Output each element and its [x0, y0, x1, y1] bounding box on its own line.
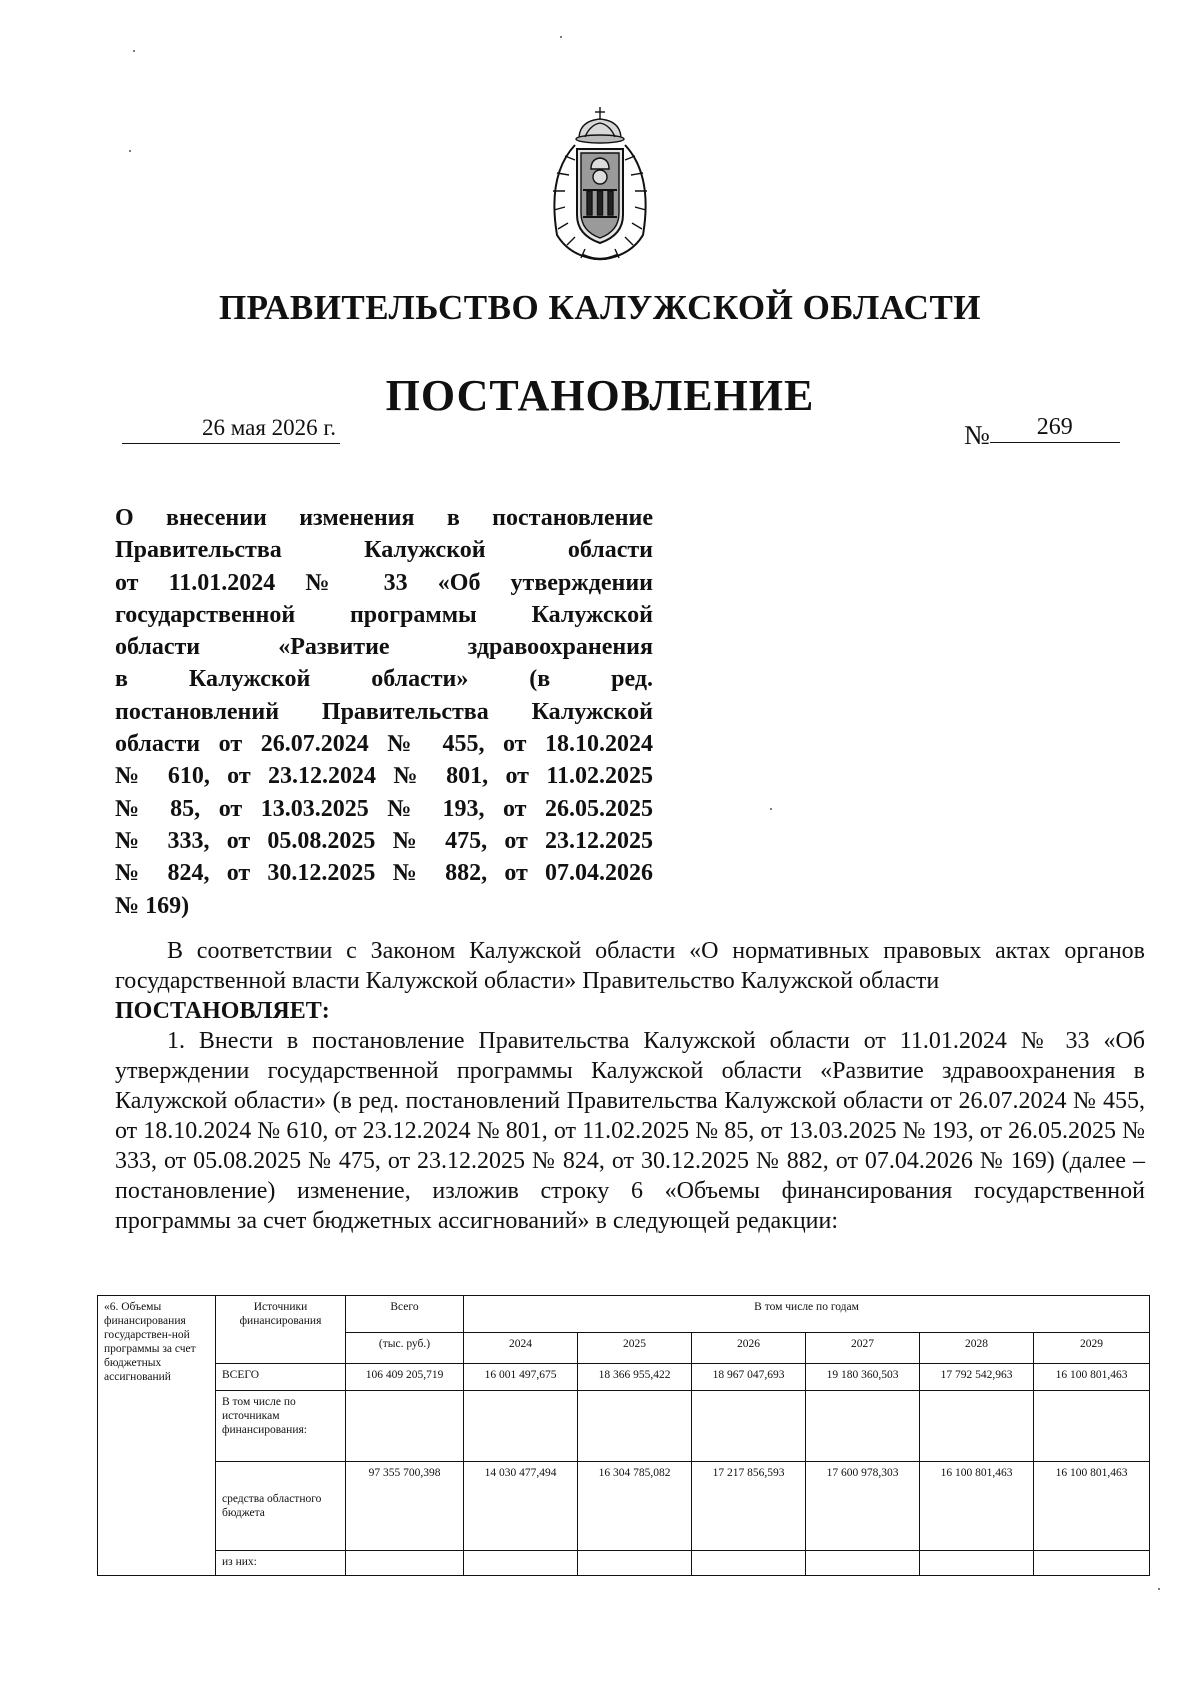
table-row — [98, 1551, 1150, 1576]
table-row — [98, 1364, 1150, 1391]
document-number: 269 — [990, 412, 1120, 443]
document-date: 26 мая 2026 г. — [201, 415, 336, 440]
row-value: 16 100 801,463 — [920, 1462, 1034, 1551]
total-header: Всего — [346, 1296, 464, 1333]
heading-line: № 333, от 05.08.2025 № 475, от 23.12.2025 — [115, 827, 653, 854]
heading-line: области от 26.07.2024 № 455, от 18.10.2024 — [115, 731, 653, 758]
row-label: ВСЕГО — [216, 1364, 346, 1391]
row-title-cell: «6. Объемы финансирования государствен-ной программы за счет бюджетных ассигнований — [98, 1296, 216, 1576]
coat-of-arms-emblem — [535, 105, 665, 265]
organization-title: ПРАВИТЕЛЬСТВО КАЛУЖСКОЙ ОБЛАСТИ — [218, 288, 982, 327]
row-value — [692, 1391, 806, 1462]
row-value: 16 001 497,675 — [464, 1364, 578, 1391]
row-value — [1034, 1551, 1150, 1576]
decree-word: ПОСТАНОВЛЯЕТ: — [115, 998, 330, 1024]
row-label: В том числе по источникам финансирования: — [216, 1391, 346, 1462]
years-header: В том числе по годам — [464, 1296, 1150, 1333]
row-value: 18 967 047,693 — [692, 1364, 806, 1391]
row-value — [806, 1551, 920, 1576]
heading-line: от 11.01.2024 № 33 «Об утверждении — [115, 569, 653, 596]
heading-line: постановлений Правительства Калужской — [115, 698, 653, 725]
row-total — [346, 1551, 464, 1576]
row-value: 17 600 978,303 — [806, 1462, 920, 1551]
financing-table — [97, 1295, 1150, 1576]
row-value — [464, 1551, 578, 1576]
scan-speck — [129, 150, 131, 152]
row-value: 16 100 801,463 — [1034, 1462, 1150, 1551]
item-1-paragraph: 1. Внести в постановление Правительства Калужской области от 11.01.2024 № 33 «Об утверждении государственной программы Калужской области «Развитие здравоохранения в Калужской области» (в ред. постановлений Правительства Калужской области от 26.07.2024 № 455, от 18.10.2024 № 610, от 23.12.2024 № 801, от 11.02.2025 № 85, от 13.03.2025 № 193, от 26.05.2025 № 333, от 05.08.2025 № 475, от 23.12.2025 № 824, от 30.12.2025 № 882, от 07.04.2026 № 169) (далее – постановление) изменение, изложив строку 6 «Объемы финансирования государственной программы за счет бюджетных ассигнований» в следующей редакции: — [115, 1028, 1145, 1234]
year-header: 2026 — [692, 1333, 806, 1364]
year-header: 2028 — [920, 1333, 1034, 1364]
row-total: 106 409 205,719 — [346, 1364, 464, 1391]
row-value — [920, 1551, 1034, 1576]
row-value — [578, 1551, 692, 1576]
table-row — [98, 1391, 1150, 1462]
document-type-title: ПОСТАНОВЛЕНИЕ — [385, 371, 815, 420]
year-header: 2027 — [806, 1333, 920, 1364]
heading-line: государственной программы Калужской — [115, 601, 653, 628]
sources-header: Источники финансирования — [216, 1296, 346, 1364]
row-value: 18 366 955,422 — [578, 1364, 692, 1391]
row-value: 14 030 477,494 — [464, 1462, 578, 1551]
number-sign: № — [964, 420, 990, 450]
table-row — [98, 1462, 1150, 1551]
scan-speck — [1158, 1588, 1160, 1590]
row-total — [346, 1391, 464, 1462]
document-number-line — [964, 414, 1120, 451]
row-value — [1034, 1391, 1150, 1462]
row-value: 19 180 360,503 — [806, 1364, 920, 1391]
heading-line: Правительства Калужской области — [115, 537, 653, 564]
preamble-paragraph: В соответствии с Законом Калужской области «О нормативных правовых актах органов государственной власти Калужской области» Правительство Калужской области — [115, 938, 1145, 994]
year-header: 2029 — [1034, 1333, 1150, 1364]
year-header: 2025 — [578, 1333, 692, 1364]
row-value — [464, 1391, 578, 1462]
scan-speck — [770, 808, 772, 810]
document-body — [115, 936, 1145, 1236]
row-value: 16 304 785,082 — [578, 1462, 692, 1551]
row-label: из них: — [216, 1551, 346, 1576]
row-value — [806, 1391, 920, 1462]
heading-line: № 85, от 13.03.2025 № 193, от 26.05.2025 — [115, 795, 653, 822]
row-value: 17 217 856,593 — [692, 1462, 806, 1551]
heading-line: в Калужской области» (в ред. — [115, 666, 653, 693]
scan-speck — [133, 50, 135, 52]
heading-line: № 169) — [115, 892, 190, 919]
unit-header: (тыс. руб.) — [346, 1333, 464, 1364]
document-date-line — [122, 413, 340, 444]
document-subject-heading — [115, 502, 653, 922]
heading-line: № 824, от 30.12.2025 № 882, от 07.04.2026 — [115, 860, 653, 887]
scan-speck — [560, 36, 562, 38]
row-value — [578, 1391, 692, 1462]
row-total: 97 355 700,398 — [346, 1462, 464, 1551]
year-header: 2024 — [464, 1333, 578, 1364]
heading-line: О внесении изменения в постановление — [115, 505, 653, 531]
row-label: средства областного бюджета — [216, 1462, 346, 1551]
row-value — [920, 1391, 1034, 1462]
row-value: 16 100 801,463 — [1034, 1364, 1150, 1391]
row-value: 17 792 542,963 — [920, 1364, 1034, 1391]
heading-line: № 610, от 23.12.2024 № 801, от 11.02.2025 — [115, 763, 653, 790]
row-value — [692, 1551, 806, 1576]
heading-line: области «Развитие здравоохранения — [115, 634, 653, 661]
